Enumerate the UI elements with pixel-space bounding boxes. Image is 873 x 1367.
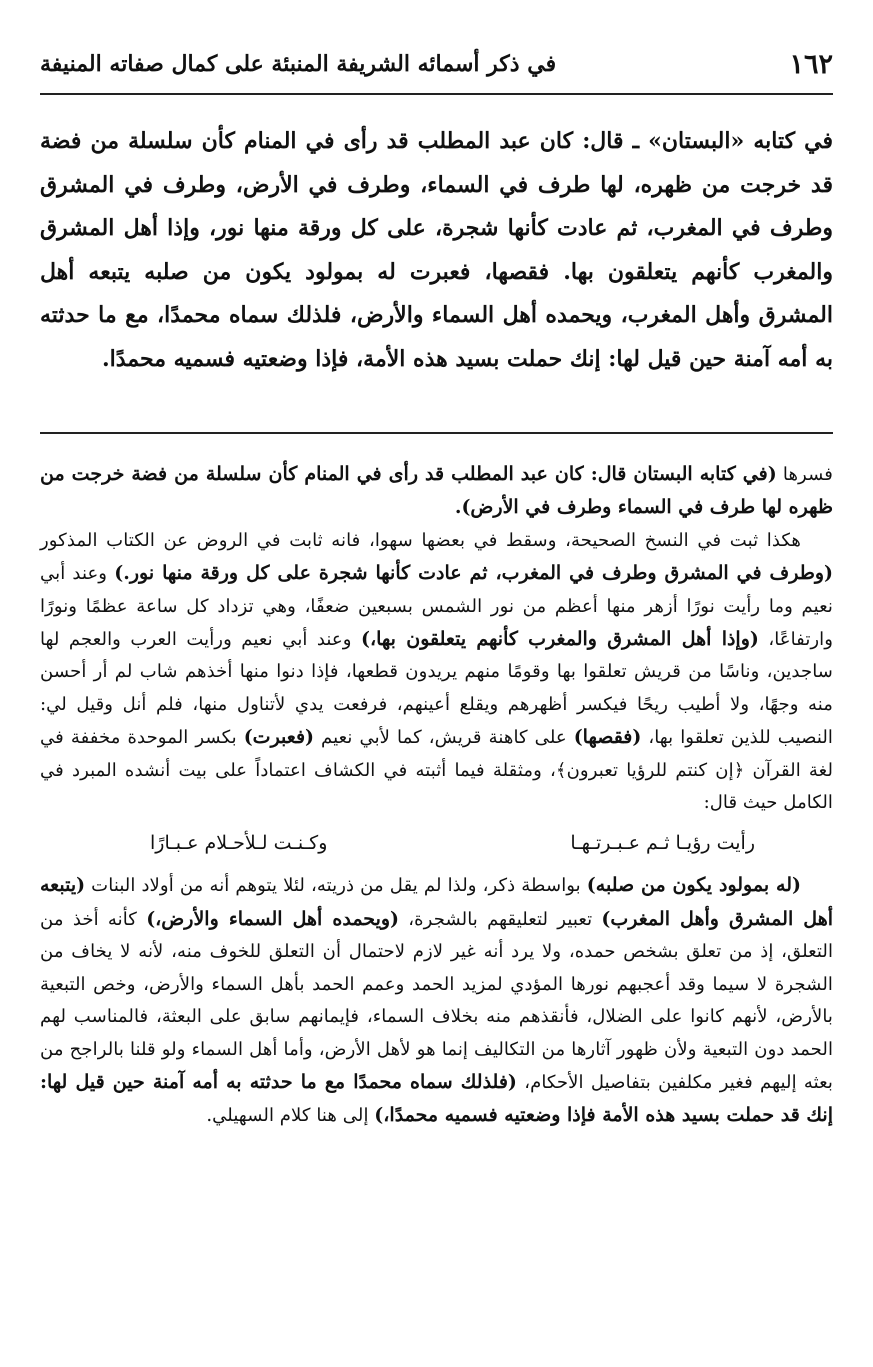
page-number: ١٦٢ xyxy=(789,48,833,80)
commentary-text: بواسطة ذكر، ولذا لم يقل من ذريته، لئلا يتوهم أنه من أولاد البنات xyxy=(85,875,587,897)
quoted-main-text: (فعبرت) xyxy=(243,726,315,749)
quoted-main-text: (وطرف في المشرق وطرف في المغرب، ثم عادت كأنها شجرة على كل ورقة منها نور.) xyxy=(114,562,833,585)
commentary-divider xyxy=(40,432,833,434)
quoted-main-text: (ويحمده أهل السماء والأرض،) xyxy=(146,907,400,930)
commentary-text: هكذا ثبت في النسخ الصحيحة، وسقط في بعضها سهوا، فانه ثابت في الروض عن الكتاب المذكور xyxy=(40,529,801,551)
quoted-main-text: (فقصها) xyxy=(573,726,642,749)
verse-first-hemistich: رأيت رؤيـا ثـم عـبـرتـهـا xyxy=(570,832,755,855)
commentary-text: تعبير لتعليقهم بالشجرة، xyxy=(399,908,602,930)
commentary-text: وعند أبي نعيم ورأيت العرب والعجم لها ساجدين، وناسًا من قريش تعلقوا بها وقومًا منهم يريدون قطعها، فإذا دنوا منها أخذهم شاب لم أر أحسن منه وجهًا، ولا أطيب ريحًا فيكسر أظهرهم ويقلع أعينهم، فرفعت يدي لأتناول منها، فلم أنل وقيل لي: النصيب للذين تعلقوا بها، xyxy=(40,629,833,749)
commentary-text: فسرها xyxy=(776,464,833,485)
verse-second-hemistich: وكـنـت لـلأحـلام عـبـارًا xyxy=(150,832,328,855)
quoted-main-text: (يتبعه أهل المشرق وأهل المغرب) xyxy=(40,874,833,930)
commentary-text: إلى هنا كلام السهيلي. xyxy=(206,1105,375,1127)
quoted-main-text: (وإذا أهل المشرق والمغرب كأنهم يتعلقون بها،) xyxy=(361,628,759,651)
quoted-main-text: (له بمولود يكون من صلبه) xyxy=(586,874,801,897)
commentary-block xyxy=(40,458,833,1133)
commentary-text: كأنه أخذ من التعلق، إذ من تعلق بشخص حمده، ولا يرد أنه غير لازم لاحتمال أن التعلق للخوف منه، لأنه لا يخاف من الشجرة لا سيما وقد أعجبهم نورها المؤدي لمزيد الحمد وعمم الحمد بأهل السماء والأرض، وخص التبعية بالأرض، لأنهم كانوا على الضلال، فأنقذهم منه بخلاف السماء، فإيمانهم سابق على البعثة، فالمناسب لهم الحمد دون التبعية ولأن ظهور آثارها من التكاليف إنما هو لأهل الأرض، وأما أهل السماء ولو قلنا بالراجح من بعثه إليهم فغير مكلفين بتفاصيل الأحكام، xyxy=(40,908,833,1093)
commentary-paragraph-2 xyxy=(40,525,833,820)
main-text-block xyxy=(40,120,833,381)
page-header xyxy=(40,36,833,92)
commentary-text: على كاهنة قريش، كما لأبي نعيم xyxy=(314,727,574,749)
quoted-main-text: (فلذلك سماه محمدًا مع ما حدثته به أمه آمنة حين قيل لها: إنك قد حملت بسيد هذه الأمة فإذا وضعتيه فسميه محمدًا،) xyxy=(40,1070,833,1127)
commentary-text: وعند أبي نعيم وما رأيت نورًا أزهر منها أعظم من نور الشمس بسبعين ضعفًا، وهي تزداد كل ساعة عظمًا ونورًا وارتفاعًا، xyxy=(40,563,834,651)
commentary-paragraph-1 xyxy=(40,458,833,525)
commentary-paragraph-3 xyxy=(40,869,833,1132)
header-divider xyxy=(40,93,833,95)
quoted-main-text: (في كتابه البستان قال: كان عبد المطلب قد رأى في المنام كأن سلسلة من فضة خرجت من ظهره لها طرف في السماء وطرف في الأرض). xyxy=(40,463,833,519)
main-text-paragraph: في كتابه «البستان» ـ قال: كان عبد المطلب قد رأى في المنام كأن سلسلة من فضة قد خرجت من ظهره، لها طرف في السماء، وطرف في الأرض، وطرف في المشرق وطرف في المغرب، ثم عادت كأنها شجرة، على كل ورقة منها نور، وإذا أهل المشرق والمغرب كأنهم يتعلقون بها. فقصها، فعبرت له بمولود يكون من صلبه يتبعه أهل المشرق وأهل المغرب، ويحمده أهل السماء والأرض، فلذلك سماه محمدًا، مع ما حدثته به أمه آمنة حين قيل لها: إنك حملت بسيد هذه الأمة، فإذا وضعتيه فسميه محمدًا. xyxy=(40,128,833,372)
running-title: في ذكر أسمائه الشريفة المنبئة على كمال صفاته المنيفة xyxy=(40,51,557,77)
commentary-text: بكسر الموحدة مخففة في لغة القرآن ﴿إن كنتم للرؤيا تعبرون﴾، ومثقلة فيما أثبته في الكشاف اعتماداً على بيت أنشده المبرد في الكامل حيث قال: xyxy=(40,727,833,814)
poetry-verse xyxy=(40,823,833,863)
